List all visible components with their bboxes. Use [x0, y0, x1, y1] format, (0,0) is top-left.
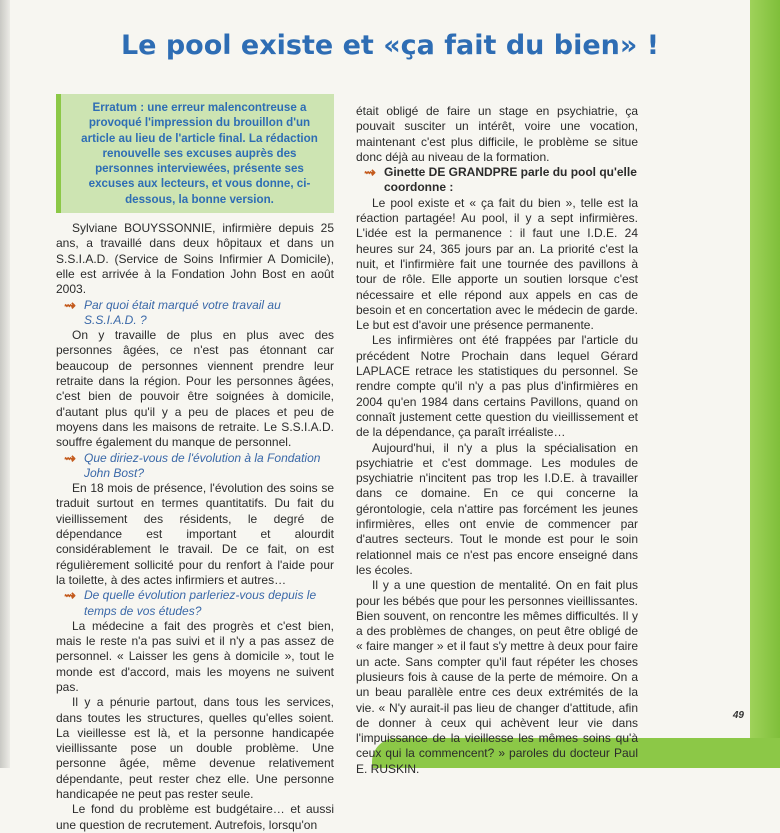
arrow-icon: ⇝ — [64, 449, 76, 466]
paragraph: Il y a une question de mentalité. On en fait plus pour les bébés que pour les personnes vieillissantes. Bien souvent, on rencontre les mêmes difficultés. Il y a des problèmes de changes, on peut être obligé de « faire manger » et il faut s'y mettre à deux pour faire un acte. Sans compter qu'il faut répéter les choses plusieurs fois à cause de la perte de mémoire. On a un beau parallèle entre ces deux extrémités de la vie. « N'y aurait-il pas lieu de changer d'attitude, afin de donner à ceux qui achèvent leur vie dans l'impuissance de la vieillesse les mêmes soins qu'à ceux qui la commencent? » paroles du docteur Paul E. RUSKIN. — [356, 578, 638, 776]
erratum-box: Erratum : une erreur malencontreuse a provoqué l'impression du brouillon d'un article au lieu de l'article final. La rédaction renouvelle ses excuses auprès des personnes interviewées, présente ses excuses aux lecteurs, et vous donne, ci-dessous, la bonne version. — [56, 94, 334, 213]
paragraph: était obligé de faire un stage en psychiatrie, ça pouvait susciter un intérêt, voire une vocation, maintenant c'est plus difficile, le problème se situe donc déjà au niveau de la formation. — [356, 104, 638, 164]
arrow-icon: ⇝ — [64, 587, 76, 604]
question-text: Par quoi était marqué votre travail au S.S.I.A.D. ? — [84, 297, 281, 327]
left-column — [56, 101, 334, 833]
paragraph: On y travaille de plus en plus avec des personnes âgées, ce n'est pas étonnant car beaucoup de personnes viennent prendre leur retraite dans la région. Pour les personnes âgées, c'est bien de pouvoir être soignées à domicile, d'autant plus qu'il y a peu de places et peu de moyens dans les maisons de retraite. Le S.S.I.A.D. souffre également du manque de personnel. — [56, 328, 334, 450]
paragraph: Sylviane BOUYSSONNIE, infirmière depuis 25 ans, a travaillé dans deux hôpitaux et dans un S.S.I.A.D. (Service de Soins Infirmier A Domicile), elle est arrivée à la Fondation John Bost en août 2003. — [56, 221, 334, 297]
paragraph: Le pool existe et « ça fait du bien », telle est la réaction partagée! Au pool, il y a sept infirmières. L'idée est la permanence : il faut une I.D.E. 24 heures sur 24, 365 jours par an. La priorité c'est la nuit, et l'infirmière fait une tournée des pavillons à tour de rôle. Elle apporte un soutien lorsque c'est nécessaire et elle répond aux appels en cas de besoin et en concertation avec le médecin de garde. Le but est d'avoir une présence permanente. — [356, 195, 638, 333]
interview-question — [56, 451, 334, 482]
page-binding-edge — [0, 0, 10, 768]
page-number: 49 — [732, 710, 744, 721]
paragraph: Le fond du problème est budgétaire… et aussi une question de recrutement. Autrefois, lorsqu'on — [56, 802, 334, 832]
arrow-icon: ⇝ — [64, 296, 76, 313]
arrow-icon: ⇝ — [364, 164, 376, 181]
question-text: Que diriez-vous de l'évolution à la Fondation John Bost? — [84, 450, 321, 480]
interview-question — [56, 298, 334, 329]
right-column — [356, 104, 638, 777]
question-text: De quelle évolution parleriez-vous depuis le temps de vos études? — [84, 588, 317, 618]
speaker-text: Ginette DE GRANDPRE parle du pool qu'elle coordonne : — [384, 165, 637, 195]
paragraph: Aujourd'hui, il n'y a plus la spécialisation en psychiatrie et c'est dommage. Les modules de psychiatrie n'incitent pas trop les I.D.E. à travailler dans ce domaine. En ce qui concerne la gérontologie, cela n'attire pas forcément les jeunes infirmières, elles ont envie de commencer par d'autres secteurs. Tout le monde est pour le soin relationnel mais ce n'est pas encore enseigné dans les écoles. — [356, 440, 638, 577]
paragraph: Les infirmières ont été frappées par l'article du précédent Notre Prochain dans lequel Gérard LAPLACE retrace les statistiques du personnel. Se rendre compte qu'il n'y a pas plus d'infirmières en 2004 qu'en 1984 dans certains Pavillons, quand on connaît justement cette question du vieillissement et de la dépendance, ça paraît irréaliste… — [356, 333, 638, 440]
speaker-heading — [356, 165, 638, 196]
paragraph: En 18 mois de présence, l'évolution des soins se traduit surtout en termes quantitatifs. Du fait du vieillissement des résidents, le degré de dépendance est important et alourdit considérablement le travail. De ce fait, on est régulièrement sollicité pour du renfort à l'aide pour la toilette, à des actes infirmiers et autres… — [56, 481, 334, 587]
article-title: Le pool existe et «ça fait du bien» ! — [120, 30, 660, 61]
paragraph: La médecine a fait des progrès et c'est bien, mais le reste n'a pas suivi et il n'y a pas assez de personnel. « Laisser les gens à domicile », tout le monde est d'accord, mais les moyens ne suivent pas. — [56, 618, 334, 694]
paragraph: Il y a pénurie partout, dans tous les services, dans toutes les structures, quelles qu'elles soient. La vieillesse est là, et la personne handicapée vieillissante pose un double problème. Une personne âgée, même devenue relativement dépendante, peut rester chez elle. Une personne handicapée ne peut pas rester seule. — [56, 695, 334, 802]
green-side-band — [750, 0, 780, 768]
interview-question — [56, 588, 334, 619]
